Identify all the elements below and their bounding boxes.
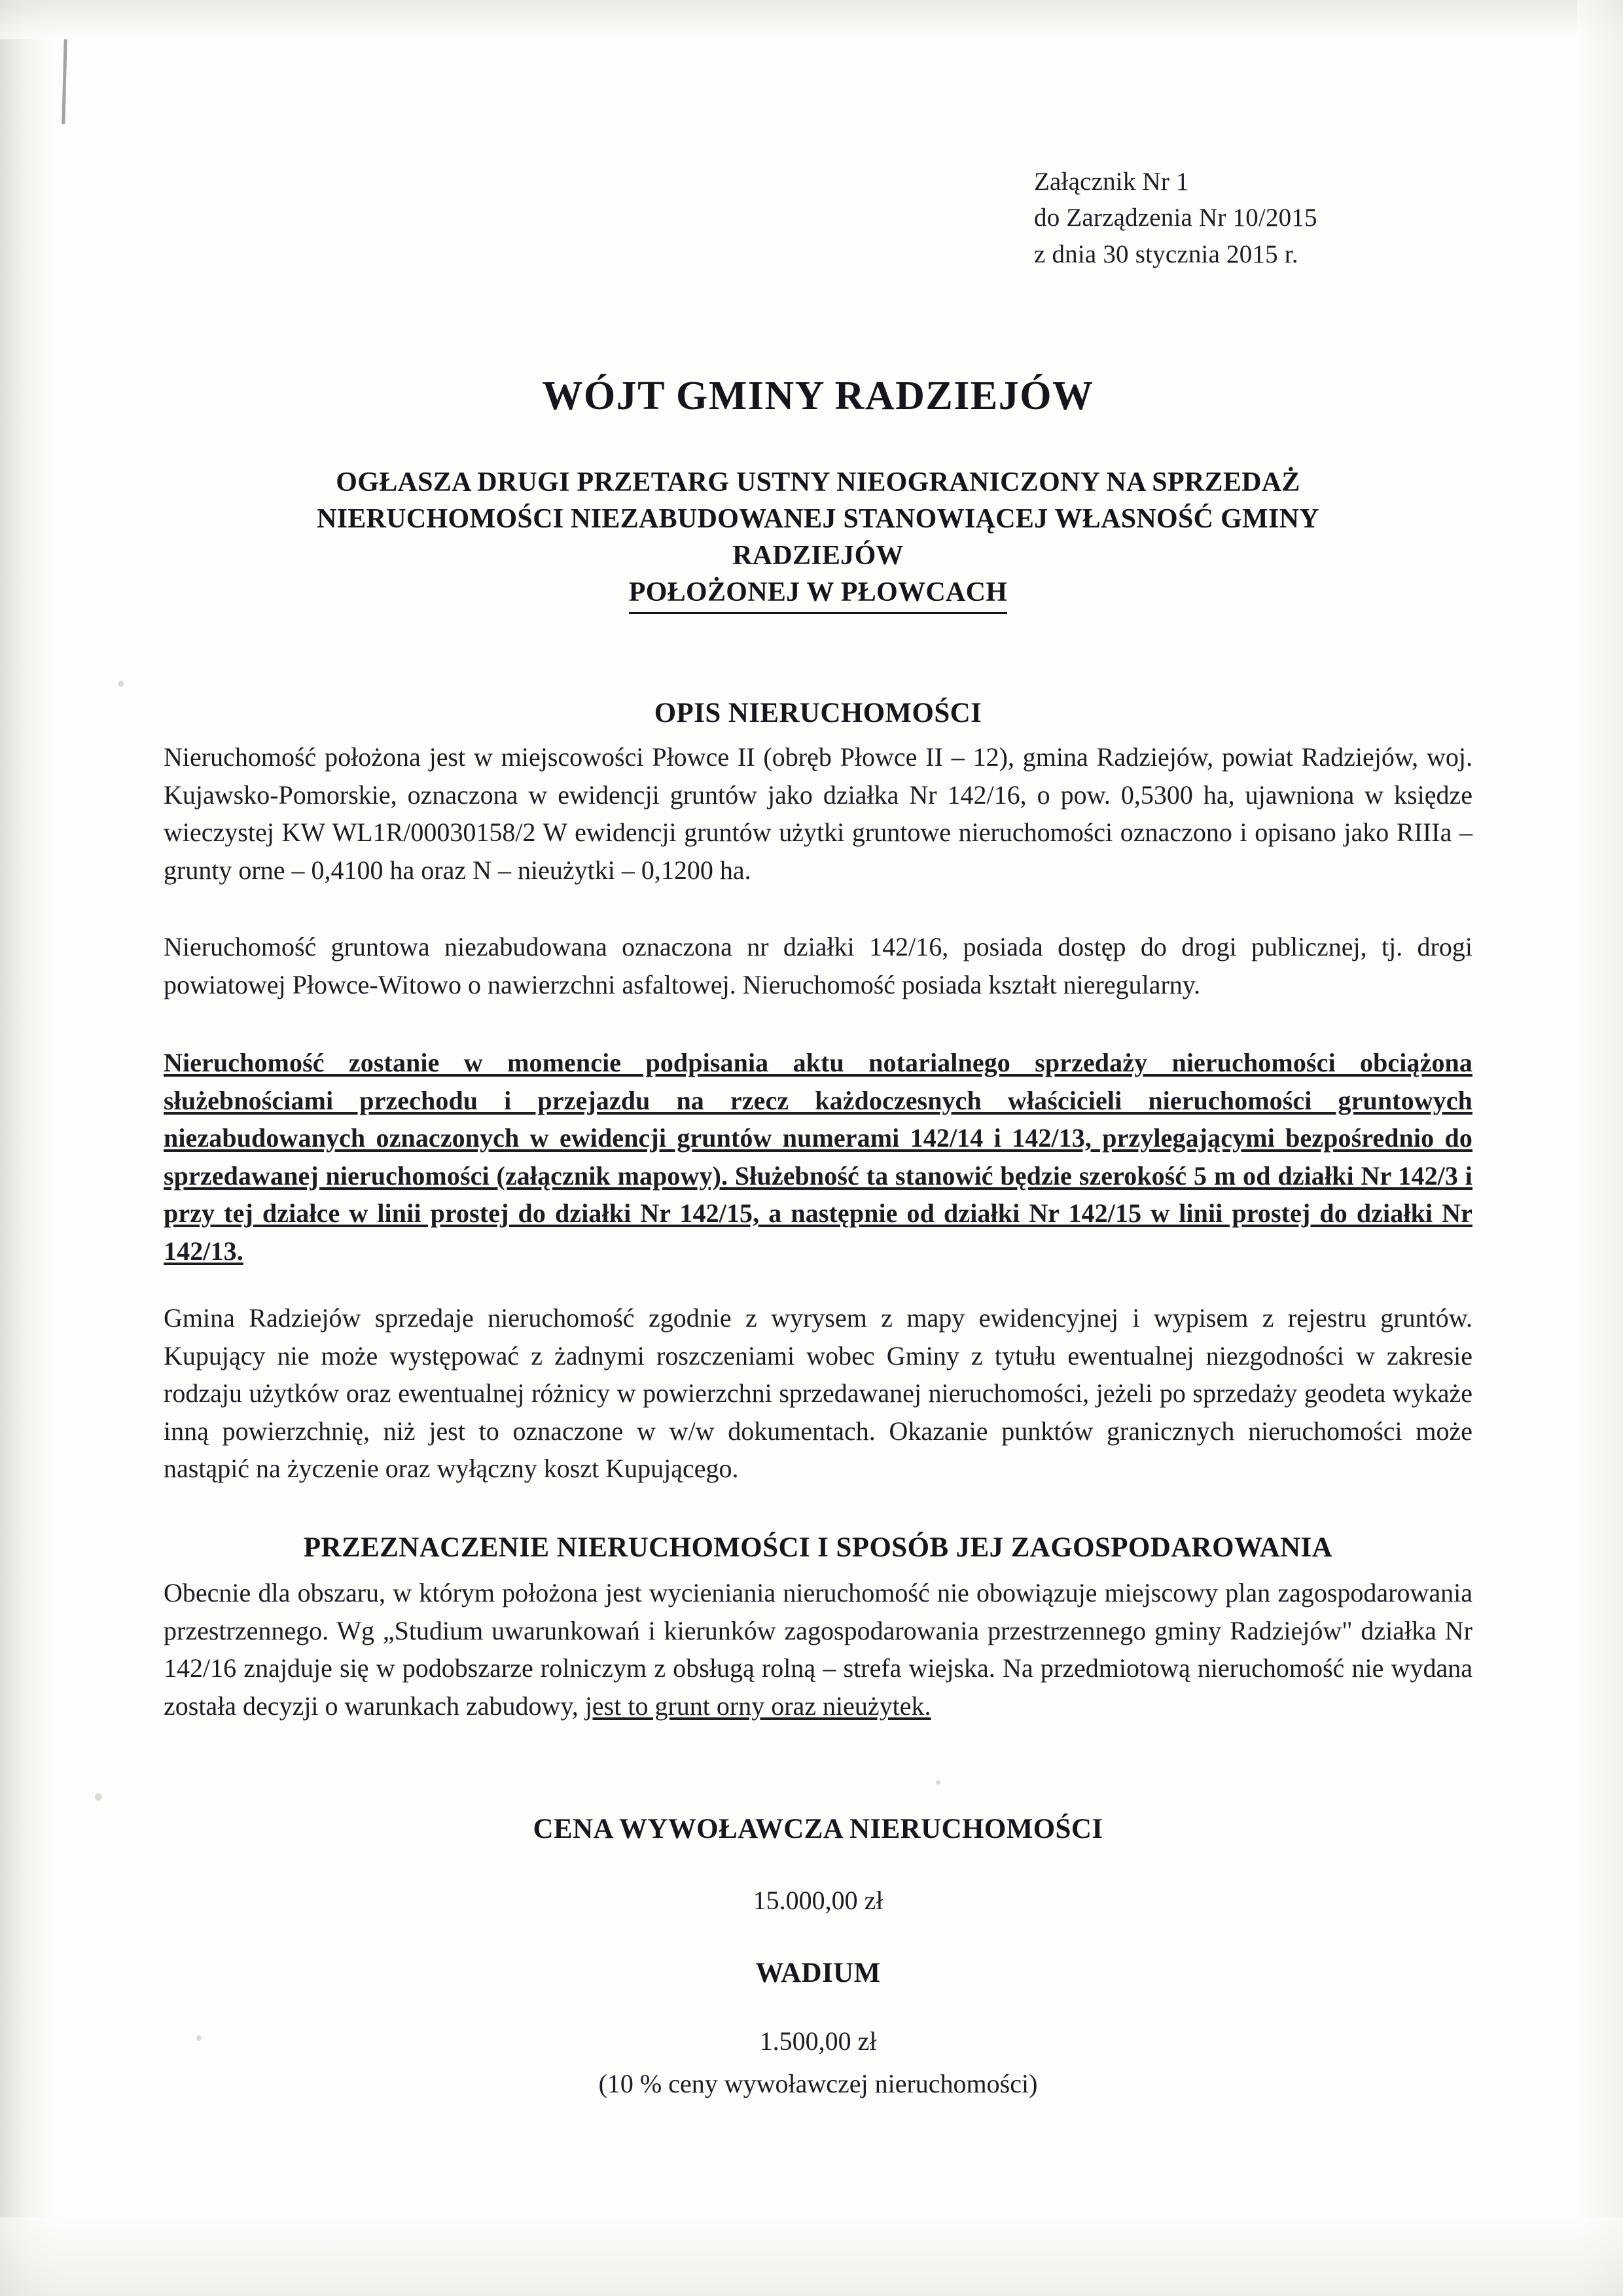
subtitle-line-3: POŁOŻONEJ W PŁOWCACH (629, 575, 1008, 615)
paragraph-opis-1: Nieruchomość położona jest w miejscowości Płowce II (obręb Płowce II – 12), gmina Radziejów, powiat Radziejów, woj. Kujawsko-Pomorskie, oznaczona w ewidencji gruntów jako działka Nr 142/16, o pow. 0,5300 ha, ujawniona w księdze wieczystej KW WL1R/00030158/2 W ewidencji gruntów użytki gruntowe nieruchomości oznaczono i opisano jako RIIIa – grunty orne – 0,4100 ha oraz N – nieużytki – 0,1200 ha. (164, 742, 1472, 885)
subtitle-line-1: OGŁASZA DRUGI PRZETARG USTNY NIEOGRANICZONY NA SPRZEDAŻ (336, 467, 1300, 497)
reference-line-3: z dnia 30 stycznia 2015 r. (1034, 240, 1298, 268)
scan-speck (936, 1780, 940, 1785)
paragraph-przeznaczenie-text: Obecnie dla obszaru, w którym położona jest wycieniania nieruchomość nie obowiązuje miejscowy plan zagospodarowania przestrzennego. Wg „Studium uwarunkowań i kierunków zagospodarowania przestrzennego gminy Radziejów" działka Nr 142/16 znajduje się w podobszarze rolniczym z obsługą rolną – strefa wiejska. Na przedmiotową nieruchomość nie wydana została decyzji o warunkach zabudowy, (164, 1578, 1472, 1721)
section-heading-przeznaczenie: PRZEZNACZENIE NIERUCHOMOŚCI I SPOSÓB JEJ ZAGOSPODAROWANIA (303, 1532, 1333, 1563)
scan-speck (95, 1793, 102, 1801)
document-subtitle (242, 465, 1394, 614)
binder-hole-mark (62, 39, 67, 124)
paragraph-opis-2: Nieruchomość gruntowa niezabudowana oznaczona nr działki 142/16, posiada dostęp do drogi publicznej, tj. drogi powiatowej Płowce-Witowo o nawierzchni asfaltowej. Nieruchomość posiada kształt nieregularny. (164, 932, 1472, 999)
document-main-title: WÓJT GMINY RADZIEJÓW (542, 374, 1094, 418)
section-heading-wadium: WADIUM (755, 1958, 881, 1988)
note-wadium: (10 % ceny wywoławczej nieruchomości) (598, 2069, 1038, 2098)
value-cena-wywolawcza: 15.000,00 zł (753, 1886, 883, 1915)
section-heading-opis: OPIS NIERUCHOMOŚCI (654, 698, 982, 728)
reference-line-2: do Zarządzenia Nr 10/2015 (1034, 204, 1317, 232)
paragraph-gmina-radziejow: Gmina Radziejów sprzedaje nieruchomość zgodnie z wyrysem z mapy ewidencyjnej i wypisem z rejestru gruntów. Kupujący nie może występować z żadnymi roszczeniami wobec Gminy z tytułu ewentualnej niezgodności w zakresie rodzaju użytków oraz ewentualnej różnicy w powierzchni sprzedawanej nieruchomości, jeżeli po sprzedaży geodeta wykaże inną powierzchnię, niż jest to oznaczone w w/w dokumentach. Okazanie punktów granicznych nieruchomości może nastąpić na życzenie oraz wyłączny koszt Kupującego. (164, 1303, 1472, 1484)
paragraph-sluzebnosc: Nieruchomość zostanie w momencie podpisania aktu notarialnego sprzedaży nieruchomości obciążona służebnościami przechodu i przejazdu na rzecz każdoczesnych właścicieli nieruchomości gruntowych niezabudowanych oznaczonych w ewidencji gruntów numerami 142/14 i 142/13, przylegającymi bezpośrednio do sprzedawanej nieruchomości (załącznik mapowy). Służebność ta stanowić będzie szerokość 5 m od działki Nr 142/3 i przy tej działce w linii prostej do działki Nr 142/15, a następnie od działki Nr 142/15 w linii prostej do działki Nr 142/13. (164, 1048, 1472, 1266)
section-heading-cena-wywolawcza: CENA WYWOŁAWCZA NIERUCHOMOŚCI (533, 1814, 1103, 1844)
paragraph-przeznaczenie (164, 1574, 1472, 1725)
document-reference-block (1034, 164, 1317, 272)
scan-edge-shading-right (1577, 0, 1623, 2296)
value-wadium: 1.500,00 zł (759, 2026, 877, 2056)
scan-speck (118, 681, 124, 687)
scan-edge-shading-left (0, 0, 59, 2296)
reference-line-1: Załącznik Nr 1 (1034, 168, 1189, 196)
scan-edge-shading-bottom (0, 2217, 1623, 2296)
paragraph-przeznaczenie-underlined: jest to grunt orny oraz nieużytek. (584, 1691, 931, 1721)
scan-edge-shading-top (0, 0, 1623, 39)
subtitle-line-2: NIERUCHOMOŚCI NIEZABUDOWANEJ STANOWIĄCEJ WŁASNOŚĆ GMINY RADZIEJÓW (317, 503, 1319, 571)
